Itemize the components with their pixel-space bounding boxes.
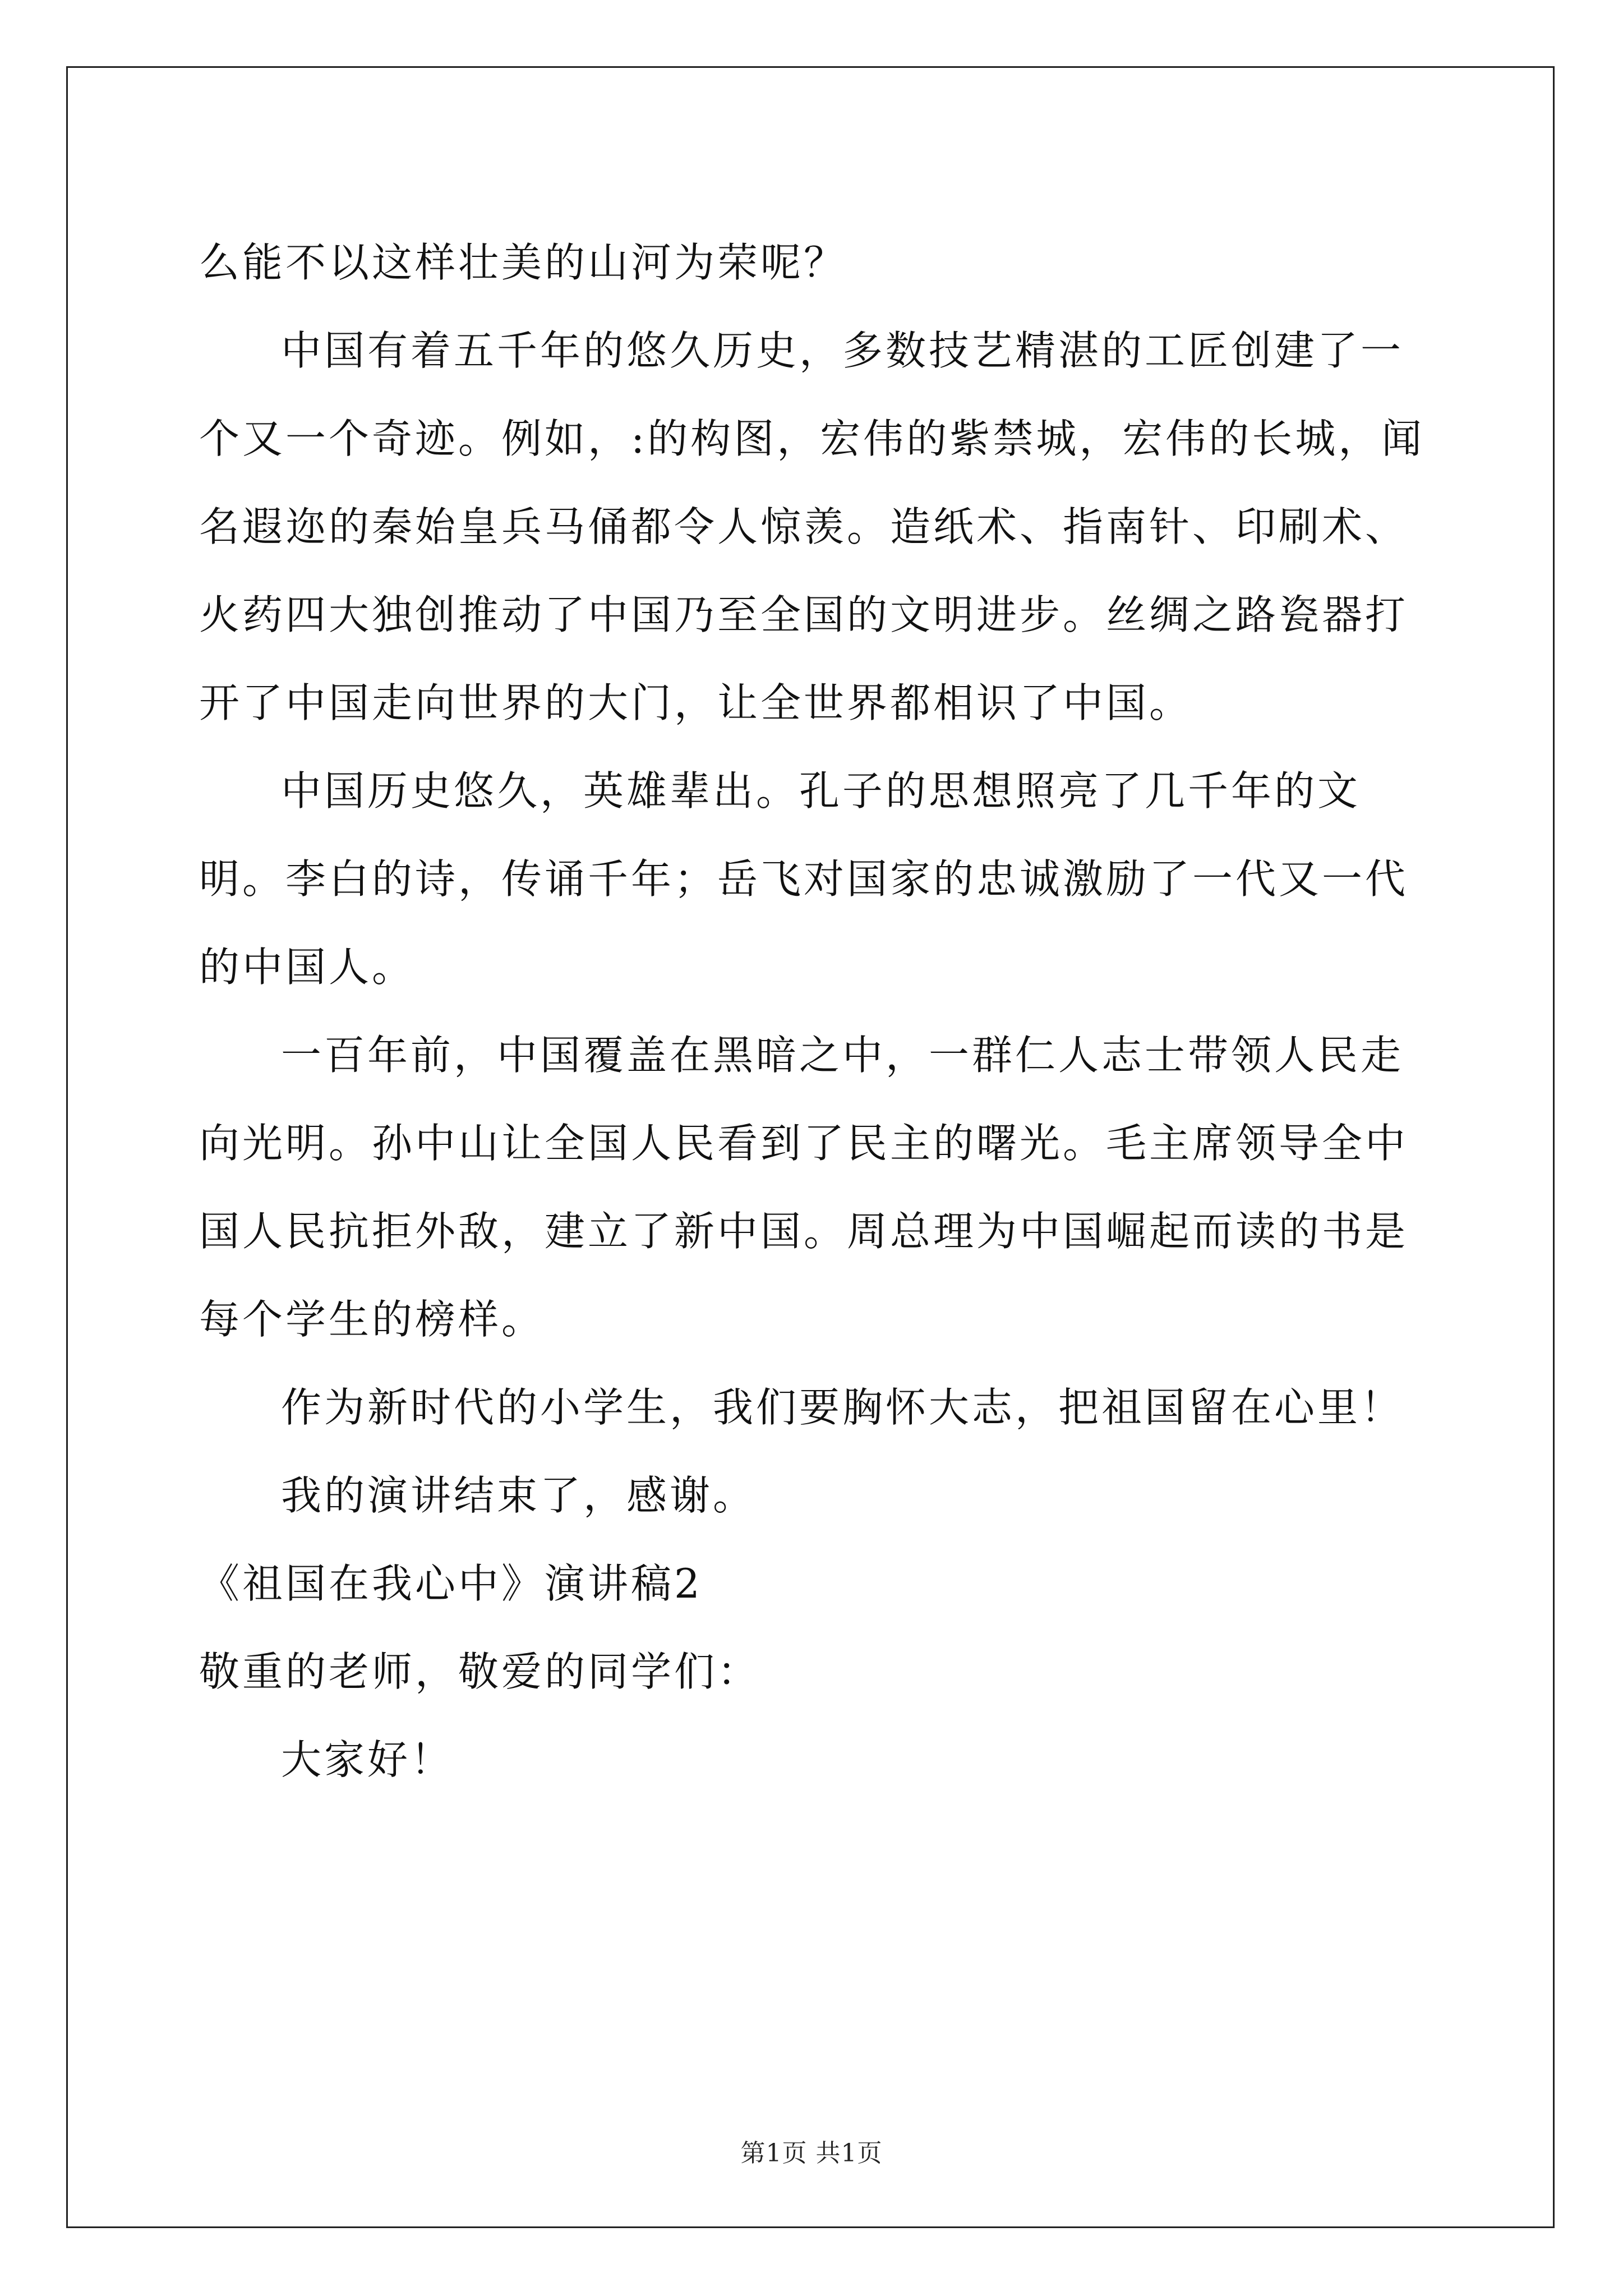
paragraph-heroes: 中国历史悠久，英雄辈出。孔子的思想照亮了几千年的文明。李白的诗，传诵千年；岳飞对国家的忠诚激励了一代又一代的中国人。: [199, 767, 1409, 991]
document-body: [199, 219, 1430, 1804]
speech-title: 《祖国在我心中》演讲稿2: [199, 1560, 703, 1607]
page-number-footer: 第1页 共1页: [740, 2139, 883, 2168]
paragraph-history: 中国有着五千年的悠久历史，多数技艺精湛的工匠创建了一个又一个奇迹。例如，:的构图，宏伟的紫禁城，宏伟的长城，闻名遐迩的秦始皇兵马俑都令人惊羡。造纸术、指南针、印刷术、火药四大独创推动了中国乃至全国的文明进步。丝绸之路瓷器打开了中国走向世界的大门，让全世界都相识了中国。: [199, 327, 1425, 726]
paragraph-aspiration: 作为新时代的小学生，我们要胸怀大志，把祖国留在心里！: [281, 1384, 1404, 1431]
paragraph-closing: 我的演讲结束了，感谢。: [281, 1472, 757, 1519]
paragraph-continuation: 么能不以这样壮美的山河为荣呢？: [199, 239, 847, 286]
greeting: 大家好！: [281, 1736, 454, 1783]
paragraph-modern-history: 一百年前，中国覆盖在黑暗之中，一群仁人志士带领人民走向光明。孙中山让全国人民看到了民主的曙光。毛主席领导全中国人民抗拒外敌，建立了新中国。周总理为中国崛起而读的书是每个学生的榜样。: [199, 1032, 1409, 1343]
salutation: 敬重的老师，敬爱的同学们：: [199, 1648, 761, 1695]
